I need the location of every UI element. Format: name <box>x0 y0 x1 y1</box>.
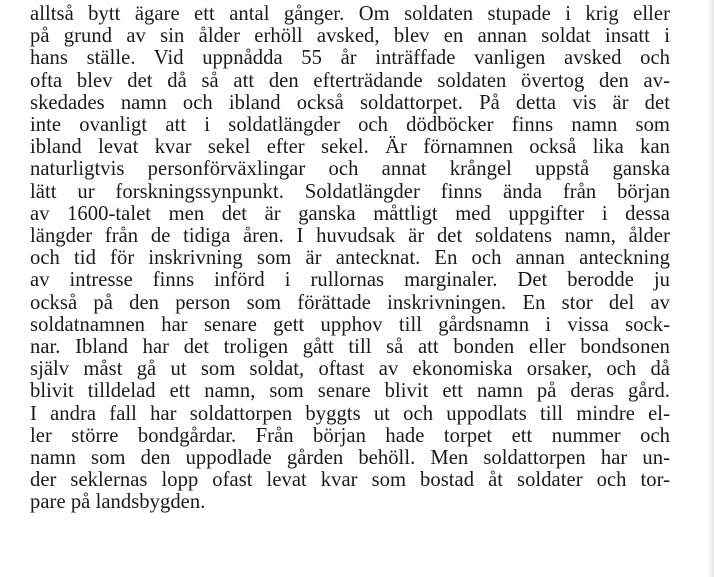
text-line: och tid för inskrivning som är antecknat. En och annan anteckning <box>30 247 670 270</box>
text-line: längder från de tidiga åren. I huvudsak är det soldatens namn, ålder <box>30 225 670 248</box>
text-line: inte ovanligt att i soldatlängder och dödböcker finns namn som <box>30 114 670 137</box>
text-line: nar. Ibland har det troligen gått till så att bonden eller bondsonen <box>30 336 670 359</box>
text-line: naturligtvis personförväxlingar och annat krångel uppstå ganska <box>30 158 670 181</box>
text-line: der seklernas lopp ofast levat kvar som bostad åt soldater och tor- <box>30 469 670 492</box>
text-line: ofta blev det då så att den efterträdande soldaten övertog den av- <box>30 69 670 92</box>
page-edge-shadow <box>708 0 714 577</box>
text-line: alltså bytt ägare ett antal gånger. Om soldaten stupade i krig eller <box>30 3 670 25</box>
text-line: på grund av sin ålder erhöll avsked, blev en annan soldat insatt i <box>30 25 670 48</box>
text-line: ler större bondgårdar. Från början hade torpet ett nummer och <box>30 424 670 447</box>
text-line-last: pare på landsbygden. <box>30 491 206 514</box>
text-line: skedades namn och ibland också soldattorpet. På detta vis är det <box>30 91 670 114</box>
text-line: blivit tilldelad ett namn, som senare blivit ett namn på deras gård. <box>30 380 670 403</box>
text-line: av 1600-talet men det är ganska måttligt med uppgifter i dessa <box>30 202 670 225</box>
text-line: I andra fall har soldattorpen byggts ut och uppodlats till mindre el- <box>30 402 670 425</box>
text-line: namn som den uppodlade gården behöll. Men soldattorpen har un- <box>30 447 670 470</box>
text-line: ibland levat kvar sekel efter sekel. Är förnamnen också lika kan <box>30 136 670 159</box>
text-line: av intresse finns införd i rullornas marginaler. Det berodde ju <box>30 269 670 292</box>
text-line: hans ställe. Vid uppnådda 55 år inträffade vanligen avsked och <box>30 47 670 70</box>
text-line: själv måst gå ut som soldat, oftast av ekonomiska orsaker, och då <box>30 358 670 381</box>
text-line: lätt ur forskningssynpunkt. Soldatlängder finns ända från början <box>30 180 670 203</box>
text-line: soldatnamnen har senare gett upphov till gårdsnamn i vissa sock- <box>30 313 670 336</box>
text-line: också på den person som förättade inskrivningen. En stor del av <box>30 291 670 314</box>
body-text <box>30 3 710 514</box>
